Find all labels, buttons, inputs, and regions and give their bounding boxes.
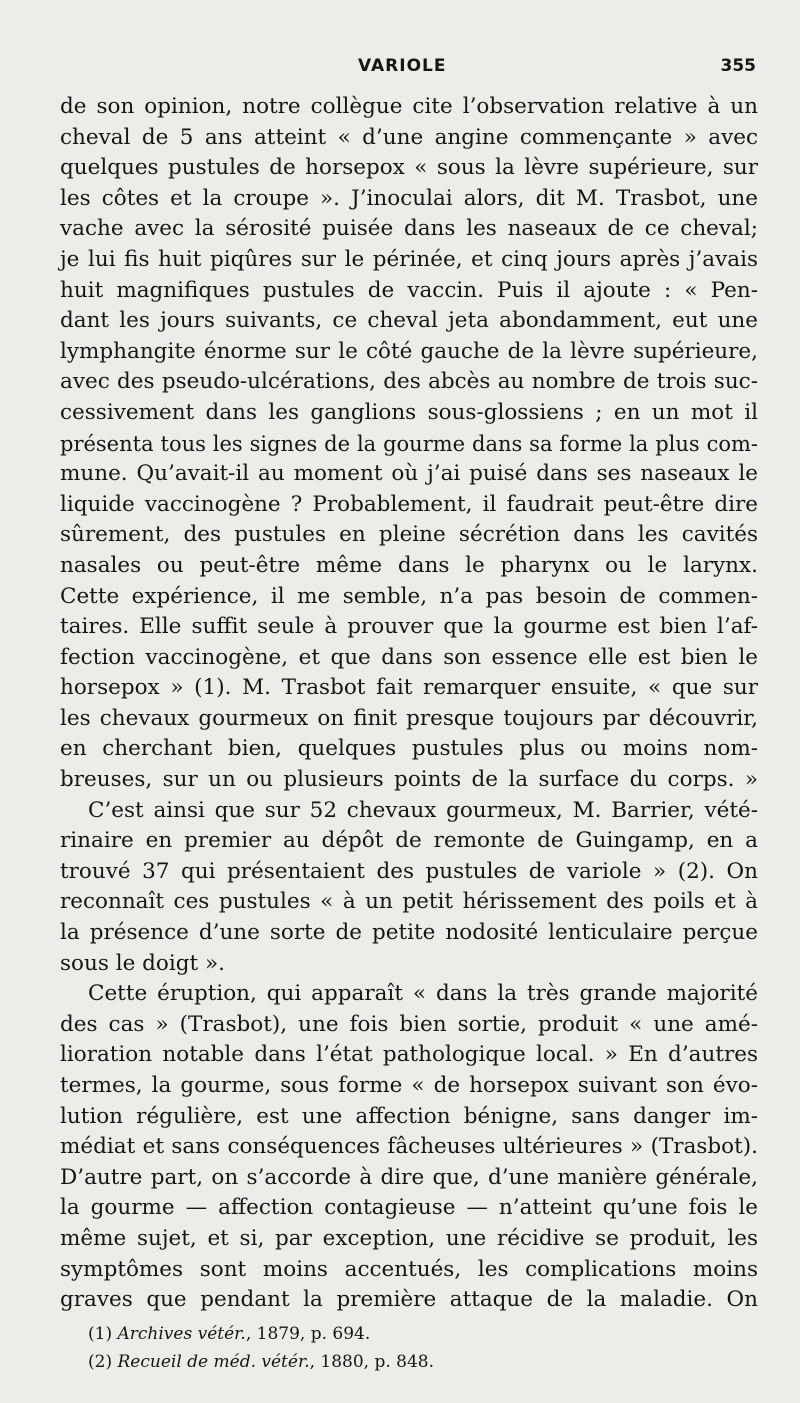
text-line: la présence d’une sorte de petite nodosité lenticulaire perçue bbox=[60, 920, 758, 946]
running-title: VARIOLE bbox=[358, 56, 447, 76]
text-line: horsepox » (1). M. Trasbot fait remarquer ensuite, « que sur bbox=[60, 675, 758, 701]
page-number: 355 bbox=[720, 56, 756, 76]
text-line: huit magnifiques pustules de vaccin. Puis il ajoute : « Pen- bbox=[60, 277, 758, 303]
text-line: médiat et sans conséquences fâcheuses ultérieures » (Trasbot). bbox=[60, 1134, 758, 1160]
text-line: lymphangite énorme sur le côté gauche de la lèvre supérieure, bbox=[60, 338, 758, 364]
text-line: graves que pendant la première attaque de la maladie. On bbox=[60, 1287, 758, 1313]
text-line: je lui fis huit piqûres sur le périnée, et cinq jours après j’avais bbox=[60, 246, 758, 272]
text-line: en cherchant bien, quelques pustules plus ou moins nom- bbox=[60, 736, 758, 762]
text-line: C’est ainsi que sur 52 chevaux gourmeux, M. Barrier, vété- bbox=[88, 797, 758, 823]
text-line: vache avec la sérosité puisée dans les naseaux de ce cheval; bbox=[60, 216, 758, 242]
text-line: termes, la gourme, sous forme « de horsepox suivant son évo- bbox=[60, 1073, 758, 1098]
text-line: reconnaît ces pustules « à un petit hérissement des poils et à bbox=[60, 889, 758, 915]
footnote bbox=[88, 1348, 748, 1376]
text-line: D’autre part, on s’accorde à dire que, d’une manière générale, bbox=[60, 1164, 758, 1190]
footnote-mark: (2) bbox=[88, 1352, 113, 1372]
text-line: symptômes sont moins accentués, les complications moins bbox=[60, 1256, 758, 1282]
text-line: liquide vaccinogène ? Probablement, il faudrait peut-être dire bbox=[60, 491, 758, 517]
text-line: nasales ou peut-être même dans le pharynx ou le larynx. bbox=[60, 552, 758, 578]
text-line: cheval de 5 ans atteint « d’une angine commençante » avec bbox=[60, 124, 758, 150]
text-line: la gourme — affection contagieuse — n’atteint qu’une fois le bbox=[60, 1195, 758, 1221]
footnote bbox=[88, 1320, 748, 1348]
text-line: avec des pseudo-ulcérations, des abcès au nombre de trois suc- bbox=[60, 369, 758, 395]
text-line: sous le doigt ». bbox=[60, 950, 225, 976]
text-line: cessivement dans les ganglions sous-glossiens ; en un mot il bbox=[60, 399, 758, 425]
footnote-source: Recueil de méd. vétér. bbox=[117, 1352, 310, 1372]
text-line: taires. Elle suffit seule à prouver que la gourme est bien l’af- bbox=[60, 614, 758, 640]
text-line: lioration notable dans l’état pathologique local. » En d’autres bbox=[60, 1042, 758, 1068]
text-line: lution régulière, est une affection bénigne, sans danger im- bbox=[60, 1103, 758, 1129]
text-line: breuses, sur un ou plusieurs points de la surface du corps. » bbox=[60, 767, 758, 793]
footnote-source: Archives vétér. bbox=[117, 1324, 246, 1344]
running-header bbox=[60, 56, 756, 86]
body-text bbox=[60, 92, 758, 1316]
text-line: les côtes et la croupe ». J’inoculai alors, dit M. Trasbot, une bbox=[60, 185, 758, 211]
text-line: même sujet, et si, par exception, une récidive se produit, les bbox=[60, 1225, 758, 1251]
text-line: dant les jours suivants, ce cheval jeta abondamment, eut une bbox=[60, 308, 758, 334]
footnote-detail: , 1879, p. 694. bbox=[245, 1324, 371, 1344]
text-line: trouvé 37 qui présentaient des pustules de variole » (2). On bbox=[60, 858, 758, 884]
footnote-detail: , 1880, p. 848. bbox=[309, 1352, 435, 1372]
text-line: sûrement, des pustules en pleine sécrétion dans les cavités bbox=[60, 522, 758, 548]
text-line: fection vaccinogène, et que dans son essence elle est bien le bbox=[60, 644, 758, 670]
text-line: quelques pustules de horsepox « sous la lèvre supérieure, sur bbox=[60, 155, 758, 181]
text-line: Cette expérience, il me semble, n’a pas besoin de commen- bbox=[60, 583, 758, 609]
text-line: mune. Qu’avait-il au moment où j’ai puisé dans ses naseaux le bbox=[60, 461, 758, 487]
text-line: rinaire en premier au dépôt de remonte de Guingamp, en a bbox=[60, 828, 758, 854]
text-line: des cas » (Trasbot), une fois bien sortie, produit « une amé- bbox=[60, 1011, 758, 1037]
text-line: de son opinion, notre collègue cite l’observation relative à un bbox=[60, 94, 758, 119]
text-line: les chevaux gourmeux on finit presque toujours par découvrir, bbox=[60, 705, 758, 731]
footnote-mark: (1) bbox=[88, 1324, 113, 1344]
text-line: Cette éruption, qui apparaît « dans la très grande majorité bbox=[88, 981, 758, 1007]
footnotes bbox=[88, 1320, 748, 1376]
text-line: présenta tous les signes de la gourme dans sa forme la plus com- bbox=[60, 431, 758, 456]
